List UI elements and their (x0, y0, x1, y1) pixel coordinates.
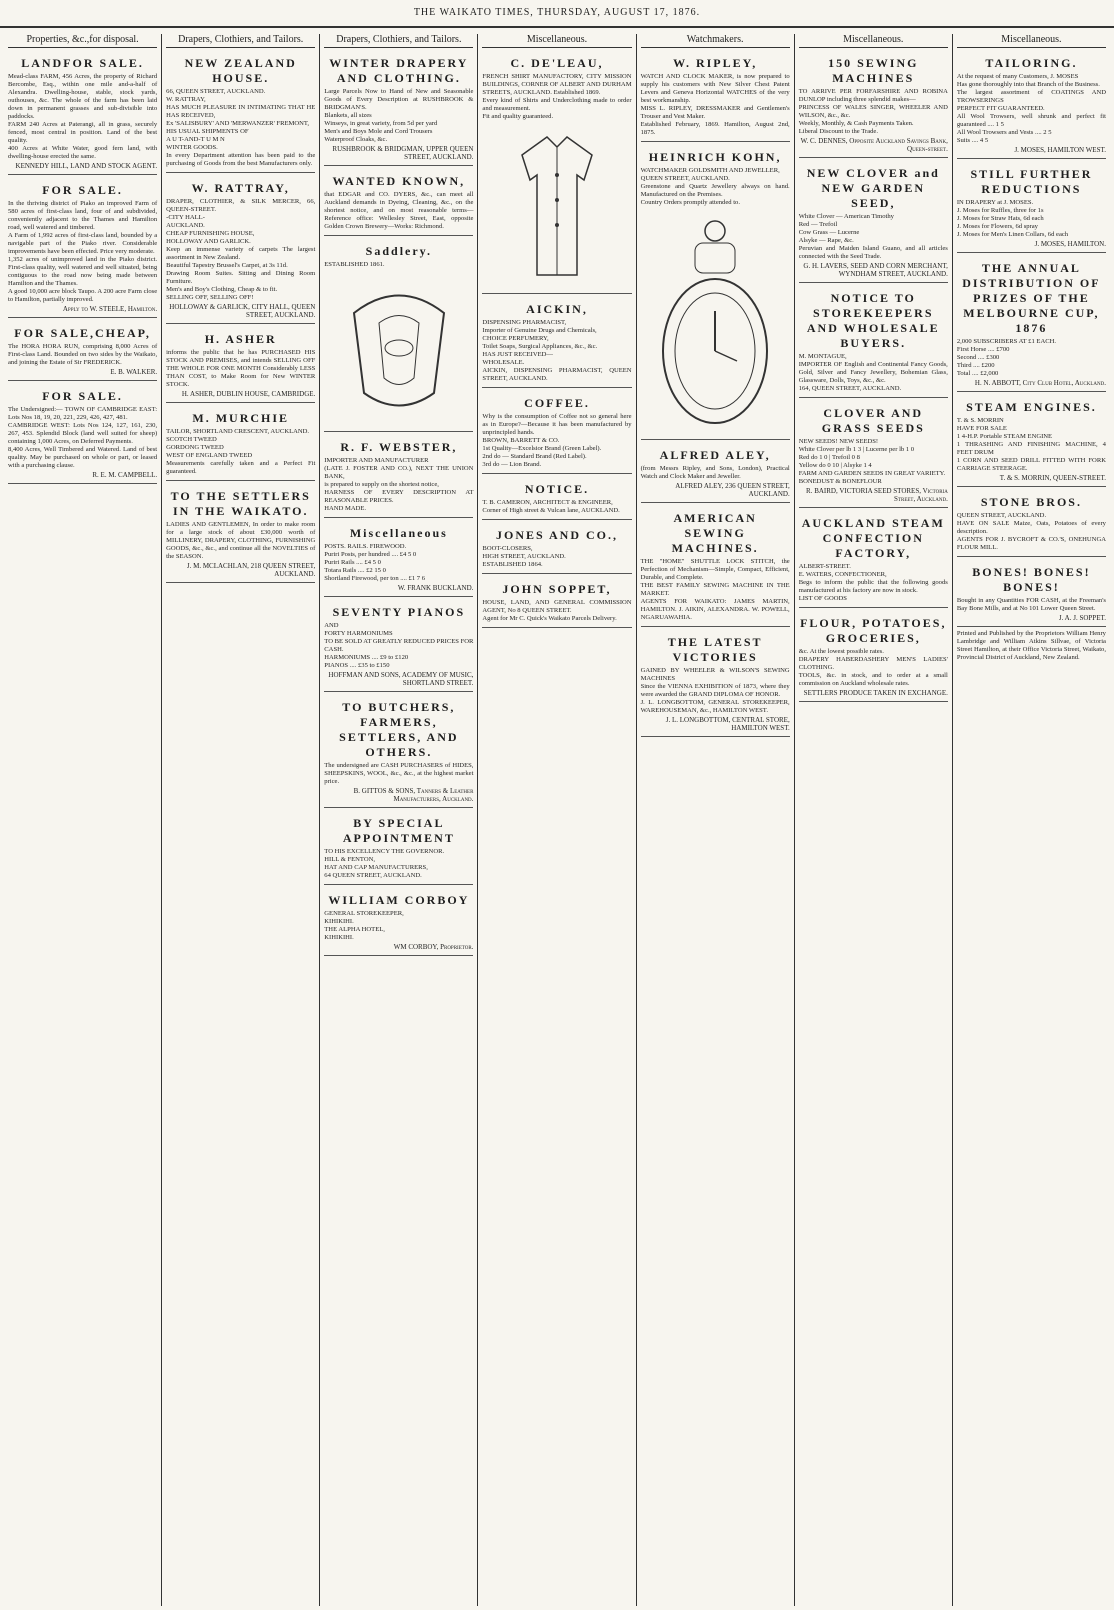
ad-text: AUCKLAND. (166, 222, 205, 229)
ad-text: Ex 'SALISBURY' AND 'MERWANZER' FREMONT, (166, 120, 310, 127)
ad-text: IMPORTER OF English and Continental Fancy Goods, Gold, Silver and Fancy Jewellery, Bohemian Glass, Glassware, Dolls, Toys, &c., &c. (798, 361, 948, 384)
advertisement (324, 695, 473, 808)
ad-text: TOOLS, &c. in stock, and to order at a small commission on Auckland wholesale rates. (798, 672, 948, 687)
ad-text: Weekly, Monthly, & Cash Payments Taken. (798, 120, 914, 127)
advertisement (957, 51, 1106, 159)
ad-text: Established February, 1869. Hamilton, August 2nd, 1875. (640, 121, 790, 136)
advertisement (8, 178, 157, 318)
ad-text: 164, QUEEN STREET, AUCKLAND. (798, 385, 902, 392)
ad-text: Puriri Rails .... £4 5 0 (324, 559, 381, 566)
ad-title: AICKIN, (526, 302, 588, 316)
ad-title: W. RIPLEY, (673, 56, 758, 70)
ad-text: 2nd do — Standard Brand (Red Label). (482, 453, 587, 460)
ad-text: IN DRAPERY at J. MOSES. (956, 199, 1034, 206)
advertisement (324, 521, 473, 597)
ad-text: Suits .... 4 5 (956, 137, 989, 144)
ad-text: A U T-AND-T U M N (166, 136, 225, 143)
advertisement (799, 611, 948, 702)
ad-text: that EDGAR and CO. DYERS, &c., can meet all Auckland demands in Dyeing, Cleaning, &c., on the shortest notice, and on most reasonable terms—Reference office: Wellesley Street, East, opposite Golden Crown Brewery—Works: Richmond. (324, 191, 474, 230)
ad-text: In the thriving district of Piako an improved Farm of 580 acres of first-class land, four of and subdivided, conveniently adjacent to the Thames and Hamilton road, well watered and timbered. (8, 200, 158, 231)
ad-text: J. Moses for Flowers, 6d spray (956, 223, 1038, 230)
ad-text: HIGH STREET, AUCKLAND. (482, 553, 566, 560)
advertisement (482, 477, 631, 520)
ad-text: HAVE FOR SALE (956, 425, 1007, 432)
ad-text: HAS JUST RECEIVED— (482, 351, 554, 358)
ad-text: Large Parcels Now to Hand of New and Seasonable Goods of Every Description at RUSHBROOK & BRIDGMAN'S. (324, 88, 474, 111)
ad-signature: T. & S. MORRIN, QUEEN-STREET. (999, 474, 1106, 482)
saddle-icon (334, 273, 464, 423)
column-heading: Miscellaneous. (957, 34, 1106, 48)
ad-text: SELLING OFF, SELLING OFF! (166, 294, 254, 301)
advertisement (641, 145, 790, 440)
ad-title: AMERICAN SEWING MACHINES. (671, 511, 759, 555)
ad-text: MISS L. RIPLEY, DRESSMAKER and Gentlemen's Trouser and Vest Maker. (640, 105, 790, 120)
ad-text: Since the VIENNA EXHIBITION of 1873, where they were awarded the GRAND DIPLOMA OF HONOR. (640, 683, 790, 698)
advertisement (641, 630, 790, 737)
ad-text: Greenstone and Quartz Jewellery always on hand. Manufactured on the Premises. (640, 183, 790, 198)
ad-title: THE ANNUAL DISTRIBUTION OF PRIZES OF THE MELBOURNE CUP, 1876 (962, 261, 1101, 335)
advertisement (482, 297, 631, 388)
ad-title: COFFEE. (524, 396, 590, 410)
advertisement (8, 51, 157, 175)
ad-text: Red — Trefoil (798, 221, 838, 228)
ad-text: DISPENSING PHARMACIST, (482, 319, 567, 326)
ad-title: TAILORING. (985, 56, 1078, 70)
ad-text: WATCH AND CLOCK MAKER, is now prepared to supply his customers with New Silver Chest Patent Levers and Geneva Horizontal WATCHES of the very best workmanship. (640, 73, 790, 104)
ad-title: FOR SALE. (42, 389, 123, 403)
column-heading: Miscellaneous. (799, 34, 948, 48)
column-heading: Miscellaneous. (482, 34, 631, 48)
ad-text: DRAPER, CLOTHIER, & SILK MERCER, 66, QUEEN-STREET. (166, 198, 316, 213)
ad-text: GENERAL STOREKEEPER, (324, 910, 404, 917)
ad-text: 1 CORN AND SEED DRILL FITTED WITH FORK CARRIAGE STEERAGE. (956, 457, 1106, 472)
ad-title: NEW CLOVER and NEW GARDEN SEED, (806, 166, 940, 210)
ad-signature: Apply to W. STEELE, Hamilton. (62, 305, 158, 313)
pocket-watch-icon (655, 211, 775, 431)
ad-text: DRAPERY HABERDASHERY MEN'S LADIES' CLOTHING. (798, 656, 948, 671)
advertisement (957, 162, 1106, 253)
column-heading: Watchmakers. (641, 34, 790, 48)
ad-text: AICKIN, DISPENSING PHARMACIST, QUEEN STREET, AUCKLAND. (482, 367, 632, 382)
ad-title: TO BUTCHERS, FARMERS, SETTLERS, AND OTHERS. (339, 700, 459, 759)
ad-title: WILLIAM CORBOY (328, 893, 470, 907)
advertisement (324, 435, 473, 518)
ad-text: Total .... £2,000 (956, 370, 999, 377)
ad-title: BY SPECIAL APPOINTMENT (342, 816, 455, 845)
ad-signature: HOLLOWAY & GARLICK, CITY HALL, QUEEN STREET, AUCKLAND. (169, 303, 316, 319)
ad-text: Blankets, all sizes (324, 112, 372, 119)
ad-text: T. B. CAMERON, ARCHITECT & ENGINEER, (482, 499, 613, 506)
ad-title: NEW ZEALAND HOUSE. (184, 56, 297, 85)
ad-text: CHOICE PERFUMERY, (482, 335, 549, 342)
ad-text: THE ALPHA HOTEL, (324, 926, 385, 933)
ad-text: HARMONIUMS .... £9 to £120 (324, 654, 409, 661)
ad-text: J. Moses for Men's Linen Collars, 6d each (956, 231, 1069, 238)
ad-text: AGENTS FOR J. BYCROFT & CO.'S, ONEHUNGA FLOUR MILL. (956, 536, 1106, 551)
ad-title: STONE BROS. (980, 495, 1082, 509)
ad-text: &c. At the lowest possible rates. (798, 648, 884, 655)
ad-text: Every kind of Shirts and Underclothing made to order and measurement. (482, 97, 632, 112)
ad-title: STILL FURTHER REDUCTIONS (970, 167, 1093, 196)
ad-text: All Wool Trowsers, well shrunk and perfect fit guaranteed .... 1 5 (956, 113, 1106, 128)
ad-signature: ALFRED ALEY, 236 QUEEN STREET, AUCKLAND. (675, 482, 790, 498)
ad-text: ALBERT-STREET. (798, 563, 851, 570)
advertisement (324, 169, 473, 236)
ad-text: 2,000 SUBSCRIBERS AT £1 EACH. (956, 338, 1057, 345)
advertisement (324, 239, 473, 432)
ad-text: A good 10,000 acre block Taupo. A 200 acre Farm close to Hamilton, partially improved. (8, 288, 158, 303)
advertisement (957, 256, 1106, 392)
ad-text: HIS USUAL SHIPMENTS OF (166, 128, 249, 135)
ad-text: FARM AND GARDEN SEEDS IN GREAT VARIETY. (798, 470, 946, 477)
column-5 (637, 34, 795, 1606)
ad-text: Yellow do 0 10 | Alsyke 1 4 (798, 462, 872, 469)
ad-columns (4, 34, 1110, 1606)
ad-text: WEST OF ENGLAND TWEED (166, 452, 253, 459)
ad-title: NOTICE TO STOREKEEPERS AND WHOLESALE BUYERS. (806, 291, 940, 350)
ad-text: Men's and Boys Mole and Cord Trousers (324, 128, 433, 135)
ad-signature: E. B. WALKER. (110, 368, 158, 376)
ad-text: Beautiful Tapestry Brussel's Carpet, at 3s 11d. (166, 262, 288, 269)
ad-signature: J. M. MCLACHLAN, 218 QUEEN STREET, AUCKLAND. (186, 562, 316, 578)
ad-text: 1 THRASHING AND FINISHING MACHINE, 4 FEET DRUM (956, 441, 1106, 456)
ad-text: PIANOS .... £35 to £150 (324, 662, 390, 669)
ad-title: R. F. WEBSTER, (340, 440, 458, 454)
ad-text: LIST OF GOODS (798, 595, 847, 602)
ad-text: The HORA HORA RUN, comprising 8,000 Acres of First-class Land. Bounded on two sides by the Waikato, and joining the Estate of Sir FREDERICK. (8, 343, 158, 366)
ad-signature: R. E. M. CAMPBELL. (92, 471, 158, 479)
advertisement (482, 577, 631, 628)
column-heading: Properties, &c.,for disposal. (8, 34, 157, 48)
advertisement (799, 286, 948, 398)
ad-signature: J. L. LONGBOTTOM, CENTRAL STORE, HAMILTON WEST. (665, 716, 790, 732)
ad-text: WHOLESALE. (482, 359, 525, 366)
ad-text: Red do 1 0 | Trefoil 0 8 (798, 454, 860, 461)
column-3 (320, 34, 478, 1606)
ad-text: Country Orders promptly attended to. (640, 199, 740, 206)
column-heading: Drapers, Clothiers, and Tailors. (324, 34, 473, 48)
ad-text: SCOTCH TWEED (166, 436, 217, 443)
ad-text: Corner of High street & Vulcan lane, AUCKLAND. (482, 507, 620, 514)
ad-title: NOTICE. (524, 482, 590, 496)
ad-text: HAS MUCH PLEASURE IN INTIMATING THAT HE HAS RECEIVED, (166, 104, 316, 119)
ad-text: Keep an immense variety of carpets The largest assortment in New Zealand. (166, 246, 316, 261)
ad-text: Winseys, in great variety, from 5d per yard (324, 120, 438, 127)
ad-text: CAMBRIDGE WEST: Lots Nos 124, 127, 161, 230, 267, 453. Splendid Block (land well suited for sheep) containing 1,000 Acres, on Deferred Payments. (8, 422, 158, 445)
ad-signature: H. N. ABBOTT, City Club Hotel, Auckland. (974, 379, 1106, 387)
ad-text: Mead-class FARM, 456 Acres, the property of Richard Bercombe, Esq., within one mile and-a-half of Alexandra. Dwelling-house, stable, stock yards, outhouses, &c. The whole of the farm has been laid down in permanent grasses and sub-divisible into paddocks. (8, 73, 158, 120)
ad-text: Bought in any Quantities FOR CASH, at the Freeman's Bay Bone Mills, and at No 101 Lower Queen Street. (956, 597, 1106, 612)
advertisement (324, 811, 473, 885)
ad-text: Agent for Mr C. Quick's Waikato Parcels Delivery. (482, 615, 617, 622)
ad-title: CLOVER AND GRASS SEEDS (821, 406, 925, 435)
advertisement (799, 161, 948, 283)
ad-text: Puriri Posts, per hundred .... £4 5 0 (324, 551, 417, 558)
ad-signature: KENNEDY HILL, LAND AND STOCK AGENT. (15, 162, 158, 170)
ad-text: Importer of Genuine Drugs and Chemicals, (482, 327, 597, 334)
ad-text: 3rd do — Lion Brand. (482, 461, 542, 468)
shirt-illustration (482, 125, 631, 285)
ad-text: GORDONG TWEED (166, 444, 224, 451)
ad-text: Waterproof Cloaks, &c. (324, 136, 388, 143)
advertisement (482, 51, 631, 294)
ad-signature: RUSHBROOK & BRIDGMAN, UPPER QUEEN STREET, AUCKLAND. (332, 145, 474, 161)
ad-signature: G. H. LAVERS, SEED AND CORN MERCHANT, WYNDHAM STREET, AUCKLAND. (803, 262, 948, 278)
ad-text: AGENTS FOR WAIKATO: JAMES MARTIN, HAMILTON. J. AIKIN, ALEXANDRA. W. POWELL, NGARUAWAHIA. (640, 598, 790, 621)
ad-text: W. RATTRAY, (166, 96, 206, 103)
ad-title: SEVENTY PIANOS (332, 605, 466, 619)
ad-text: The undersigned are CASH PURCHASERS of HIDES, SHEEPSKINS, WOOL, &c., &c., at the highest market price. (324, 762, 474, 785)
ad-text: A Farm of 1,992 acres of first-class land, bounded by a navigable part of the Piako river. Considerable improvements have been effected. Price very moderate. (8, 232, 158, 255)
advertisement (166, 176, 315, 324)
ad-text: White Clover — American Timothy (798, 213, 894, 220)
ad-text: Fit and quality guaranteed. (482, 113, 554, 120)
ad-title: HEINRICH KOHN, (648, 150, 782, 164)
advertisement (166, 327, 315, 403)
ad-text: ESTABLISHED 1861. (324, 261, 385, 268)
ad-title: WINTER DRAPERY AND CLOTHING. (329, 56, 469, 85)
ad-text: HOLLOWAY AND GARLICK. (166, 238, 251, 245)
ad-text: The Undersigned:— TOWN OF CAMBRIDGE EAST: Lots Nos 18, 19, 20, 221, 229, 426, 427, 481. (8, 406, 158, 421)
ad-text: All Wool Trowsers and Vests .... 2 5 (956, 129, 1052, 136)
ad-text: 1,352 acres of unimproved land in the Piako district. First-class quality, well watered and well situated, being contiguous to the road now being made between Hamilton and the Thames. (8, 256, 158, 287)
ad-text: PRINCESS OF WALES SINGER, WHEELER AND WILSON, &c., &c. (798, 104, 948, 119)
ad-text: Begs to inform the public that the following goods manufactured at his factory are now in stock. (798, 579, 948, 594)
ad-signature: J. A. J. SOPPET. (1058, 614, 1106, 622)
ad-title: TO THE SETTLERS IN THE WAIKATO. (170, 489, 311, 518)
ad-title: THE LATEST VICTORIES (667, 635, 763, 664)
ad-text: 8,400 Acres, Well Timbered and Watered. Land of best quality. May be purchased on whole or part, or leased with a purchasing clause. (8, 446, 158, 469)
ad-text: PERFECT FIT GUARANTEED. (956, 105, 1045, 112)
ad-text: TAILOR, SHORTLAND CRESCENT, AUCKLAND. (166, 428, 310, 435)
ad-text: TO BE SOLD AT GREATLY REDUCED PRICES FOR CASH. (324, 638, 474, 653)
ad-text: Drawing Room Suites. Sitting and Dining Room Furniture. (166, 270, 316, 285)
ad-text: CHEAP FURNISHING HOUSE, (166, 230, 255, 237)
ad-signature: B. GITTOS & SONS, Tanners & Leather Manufacturers, Auckland. (353, 787, 474, 803)
ad-text: BOOT-CLOSERS, (482, 545, 533, 552)
ad-text: POSTS. RAILS. FIREWOOD. (324, 543, 407, 550)
ad-title: C. DE'LEAU, (510, 56, 604, 70)
advertisement (957, 490, 1106, 557)
ad-text: FORTY HARMONIUMS (324, 630, 393, 637)
ad-text: WATCHMAKER GOLDSMITH AND JEWELLER, (640, 167, 780, 174)
advertisement (482, 391, 631, 474)
ad-text: GAINED BY WHEELER & WILSON'S SEWING MACHINES (640, 667, 790, 682)
ad-text: 66, QUEEN STREET, AUCKLAND. (166, 88, 266, 95)
ad-text: Alsyke — Rape, &c. (798, 237, 854, 244)
imprint: Printed and Published by the Proprietors William Henry Lambridge and William Atkins Sillvae, of Victoria Street Hamilton, at their Office Victoria Street, Waikato, Provincial District of Auckland, New Zealand. (956, 630, 1106, 661)
ad-text: Third .... £200 (956, 362, 995, 369)
ad-text: FARM 240 Acres at Paterangi, all in grass, securely fenced, most central in position. Land of the best quality. (8, 121, 158, 144)
column-6 (795, 34, 953, 1606)
ad-text: IMPORTER AND MANUFACTURER (324, 457, 429, 464)
ad-text: Why is the consumption of Coffee not so general here as in Europe?—Because it has been manufactured by unprincipled hands. (482, 413, 632, 436)
ad-text: QUEEN STREET, AUCKLAND. (956, 512, 1047, 519)
ad-title: Saddlery. (365, 244, 433, 258)
ad-text: E. WATERS, CONFECTIONER, (798, 571, 887, 578)
ad-signature: WM CORBOY, Proprietor. (393, 943, 474, 951)
ad-text: (LATE J. FOSTER AND CO.), NEXT THE UNION BANK, (324, 465, 474, 480)
ad-text: 1st Quality—Excelsior Brand (Green Label). (482, 445, 602, 452)
advertisement (324, 600, 473, 692)
ad-signature: R. BAIRD, VICTORIA SEED STORES, Victoria Street, Auckland. (806, 487, 948, 503)
advertisement (482, 523, 631, 574)
ad-title: FLOUR, POTATOES, GROCERIES, (800, 616, 947, 645)
ad-text: Men's and Boy's Clothing, Cheap & to fit. (166, 286, 278, 293)
advertisement (166, 406, 315, 481)
ad-title: LANDFOR SALE. (21, 56, 144, 70)
ad-text: AND (324, 622, 339, 629)
ad-text: informs the public that he has PURCHASED HIS STOCK AND PREMISES, and intends SELLING OFF THE WHOLE FOR ONE MONTH Considerably LESS THAN COST, to Make Room for New WINTER STOCK. (166, 349, 316, 388)
ad-text: HAT AND CAP MANUFACTURERS, (324, 864, 428, 871)
column-2 (162, 34, 320, 1606)
ad-text: The largest assortment of COATINGS AND TROWSERINGS (956, 89, 1106, 104)
ad-text: THE "HOME" SHUTTLE LOCK STITCH, the Perfection of Mechanism—Simple, Compact, Efficient, Durable, and Complete. (640, 558, 790, 581)
ad-text: White Clover per lb 1 3 | Lucerne per lb 1 0 (798, 446, 915, 453)
ad-text: FRENCH SHIRT MANUFACTORY, CITY MISSION BUILDINGS, CORNER OF ALBERT AND DURHAM STREETS, AUCKLAND. Established 1869. (482, 73, 632, 96)
ad-text: TO ARRIVE PER FORFARSHIRE AND ROBINA DUNLOP including three splendid makes— (798, 88, 948, 103)
ad-text: Totara Rails .... £2 15 0 (324, 567, 386, 574)
ad-text: BROWN, BARRETT & CO. (482, 437, 560, 444)
ad-text: TO HIS EXCELLENCY THE GOVERNOR. (324, 848, 445, 855)
advertisement (324, 51, 473, 166)
ad-title: JOHN SOPPET, (502, 582, 612, 596)
ad-text: J. Moses for Straw Hats, 6d each (956, 215, 1044, 222)
ad-text: Has gone thoroughly into that Branch of the Business. (956, 81, 1100, 88)
ad-signature: H. ASHER, DUBLIN HOUSE, CAMBRIDGE. (181, 390, 316, 398)
ad-title: BONES! BONES! BONES! (972, 565, 1091, 594)
ad-text: Cow Grass — Lucerne (798, 229, 860, 236)
ad-text: Peruvian and Maiden Island Guano, and all articles connected with the Seed Trade. (798, 245, 948, 260)
ad-text: KIHIKIHI. (324, 934, 354, 941)
ad-text: Measurements carefully taken and a Perfect Fit guaranteed. (166, 460, 316, 475)
ad-text: -CITY HALL- (166, 214, 205, 221)
ad-signature: J. MOSES, HAMILTON. (1034, 240, 1106, 248)
ad-text: 64 QUEEN STREET, AUCKLAND. (324, 872, 422, 879)
ad-text: is prepared to supply on the shortest notice, (324, 481, 439, 488)
advertisement (957, 395, 1106, 487)
advertisement (324, 888, 473, 956)
ad-text: THE BEST FAMILY SEWING MACHINE IN THE MARKET. (640, 582, 790, 597)
ad-text: HILL & FENTON, (324, 856, 376, 863)
ad-title: M. MURCHIE (192, 411, 290, 425)
ad-signature: W. C. DENNES, Opposite Auckland Savings Bank, Queen-street. (800, 137, 948, 153)
watch-illustration (641, 211, 790, 431)
ad-text: Toilet Soaps, Surgical Appliances, &c., &c. (482, 343, 598, 350)
ad-title: W. RATTRAY, (191, 181, 290, 195)
ad-text: At the request of many Customers, J. MOSES (956, 73, 1079, 80)
advertisement (641, 51, 790, 142)
ad-text: Liberal Discount to the Trade. (798, 128, 878, 135)
ad-title: AUCKLAND STEAM CONFECTION FACTORY, (801, 516, 945, 560)
column-1 (4, 34, 162, 1606)
ad-text: J. Moses for Ruffles, three for 1s (956, 207, 1044, 214)
advertisement (641, 506, 790, 627)
ad-text: HAVE ON SALE Maize, Oats, Potatoes of every description. (956, 520, 1106, 535)
ad-text: First Horse .... £700 (956, 346, 1010, 353)
ad-text: WINTER GOODS. (166, 144, 218, 151)
ad-signature: SETTLERS PRODUCE TAKEN IN EXCHANGE. (803, 689, 948, 697)
ad-text: HOUSE, LAND, AND GENERAL COMMISSION AGENT, No 8 QUEEN STREET. (482, 599, 632, 614)
ad-title: ALFRED ALEY, (659, 448, 771, 462)
ad-text: 400 Acres at White Water, good fern land, with dwelling-house erected the same. (8, 145, 158, 160)
ad-text: J. L. LONGBOTTOM, GENERAL STOREKEEPER, WAREHOUSEMAN, &c., HAMILTON WEST. (640, 699, 790, 714)
ad-signature: W. FRANK BUCKLAND. (397, 584, 474, 592)
advertisement (641, 443, 790, 503)
advertisement (799, 511, 948, 608)
shirt-icon (502, 125, 612, 285)
advertisement (166, 484, 315, 583)
advertisement (8, 384, 157, 484)
advertisement (799, 401, 948, 508)
ad-title: Miscellaneous (349, 526, 448, 540)
ad-title: 150 SEWING MACHINES (828, 56, 919, 85)
masthead: THE WAIKATO TIMES, THURSDAY, AUGUST 17, 1876. (0, 0, 1114, 28)
ad-text: In every Department attention has been paid to the purchasing of Goods from the best Manufacturers only. (166, 152, 316, 167)
ad-text: BONEDUST & BONEFLOUR (798, 478, 882, 485)
ad-text: T. & S. MORRIN (956, 417, 1004, 424)
ad-title: WANTED KNOWN, (332, 174, 466, 188)
ad-text: QUEEN STREET, AUCKLAND. (640, 175, 730, 182)
ad-title: STEAM ENGINES. (966, 400, 1097, 414)
ad-text: 1 4-H.P. Portable STEAM ENGINE (956, 433, 1053, 440)
advertisement (166, 51, 315, 173)
ad-text: M. MONTAGUE, (798, 353, 847, 360)
advertisement (799, 51, 948, 158)
saddle-illustration (324, 273, 473, 423)
ad-text: KIHIKIHI. (324, 918, 354, 925)
ad-title: H. ASHER (204, 332, 277, 346)
ad-text: Second .... £300 (956, 354, 1000, 361)
ad-text: LADIES AND GENTLEMEN, In order to make room for a large stock of about £30,000 worth of MILLINERY, DRAPERY, CLOTHING, FURNISHING GOODS, &c., &c., and continue all the NOVELTIES of the SEASON. (166, 521, 316, 560)
ad-title: FOR SALE,CHEAP, (14, 326, 151, 340)
ad-title: FOR SALE. (42, 183, 123, 197)
ad-text: HAND MADE. (324, 505, 367, 512)
ad-text: Shortland Firewood, per ton .... £1 7 6 (324, 575, 426, 582)
column-4 (478, 34, 636, 1606)
ad-text: ESTABLISHED 1864. (482, 561, 543, 568)
column-heading: Drapers, Clothiers, and Tailors. (166, 34, 315, 48)
ad-text: (from Messrs Ripley, and Sons, London), Practical Watch and Clock Maker and Jeweller. (640, 465, 790, 480)
ad-text: NEW SEEDS! NEW SEEDS! (798, 438, 879, 445)
advertisement (957, 560, 1106, 627)
ad-title: JONES AND CO., (495, 528, 618, 542)
column-7 (953, 34, 1110, 1606)
ad-signature: HOFFMAN AND SONS, ACADEMY OF MUSIC, SHORTLAND STREET. (328, 671, 474, 687)
ad-signature: J. MOSES, HAMILTON WEST. (1014, 146, 1106, 154)
ad-text: HARNESS OF EVERY DESCRIPTION AT REASONABLE PRICES. (324, 489, 474, 504)
advertisement (8, 321, 157, 381)
